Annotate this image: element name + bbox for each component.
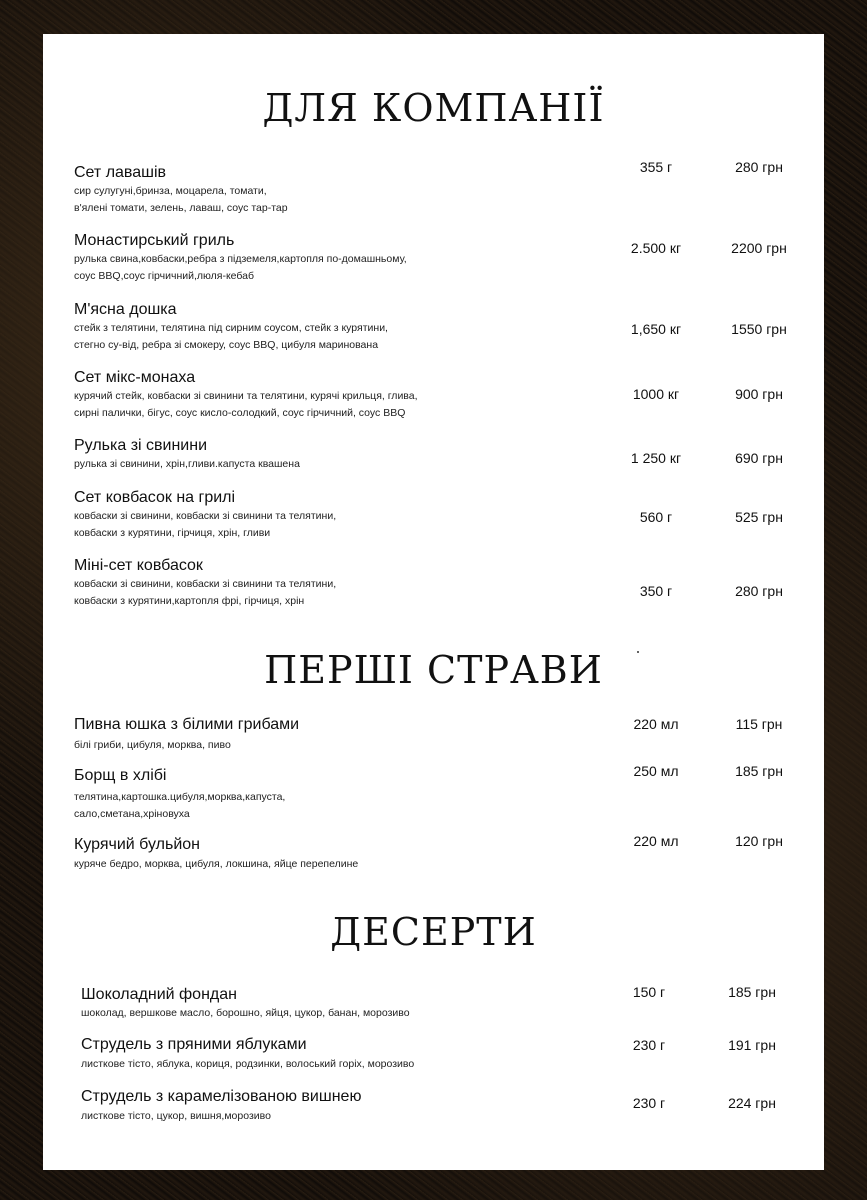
item-quantity: 220 мл [633,716,679,732]
item-quantity: 355 г [639,159,673,175]
item-name: Сет ковбасок на грилі [74,489,236,506]
item-price: 1550 грн [731,321,787,337]
item-description: шоколад, вершкове масло, борошно, яйця, цукор, банан, морозиво [81,1007,410,1019]
item-price: 115 грн [735,716,783,732]
item-quantity: 230 г [632,1037,666,1053]
item-name: Курячий бульйон [74,836,200,853]
item-name: М'ясна дошка [74,301,177,318]
item-quantity: 1,650 кг [630,321,682,337]
item-price: 525 грн [735,509,783,525]
menu-page [43,34,824,1170]
item-name: Міні-сет ковбасок [74,557,203,574]
item-price: 185 грн [735,763,783,779]
item-price: 185 грн [728,984,776,1000]
item-price: 2200 грн [731,240,787,256]
item-description: листкове тісто, яблука, кориця, родзинки, волоський горіх, морозиво [81,1058,415,1070]
item-name: Сет мікс-монаха [74,369,196,386]
item-description: курячий стейк, ковбаски зі свинини та телятини, курячі крильця, глива, сирні палички, бігус, соус кисло-солодкий, соус гірчичний, соус BBQ [74,390,418,419]
item-quantity: 250 мл [633,763,679,779]
section-title-first-courses: ПЕРШІ СТРАВИ [264,648,603,692]
item-name: Борщ в хлібі [74,767,167,784]
item-description: стейк з телятини, телятина під сирним соусом, стейк з курятини, стегно су-від, ребра зі смокеру, соус BBQ, цибуля маринована [74,322,388,351]
item-quantity: 150 г [632,984,666,1000]
item-description: сир сулугуні,бринза, моцарела, томати, в'ялені томати, зелень, лаваш, соус тар-тар [74,185,288,214]
item-price: 900 грн [735,386,783,402]
item-price: 224 грн [728,1095,776,1111]
item-description: ковбаски зі свинини, ковбаски зі свинини та телятини, ковбаски з курятини,картопля фрі, гірчиця, хрін [74,578,337,607]
item-name: Шоколадний фондан [81,986,237,1003]
item-name: Струдель з пряними яблуками [81,1036,307,1053]
item-price: 120 грн [735,833,783,849]
item-description: телятина,картошка.цибуля,морква,капуста, сало,сметана,хріновуха [74,791,286,820]
item-description: рулька свина,ковбаски,ребра з підземеля,картопля по-домашньому, соус BBQ,соус гірчичний,люля-кебаб [74,253,407,282]
item-name: Рулька зі свинини [74,437,208,454]
item-description: куряче бедро, морква, цибуля, локшина, яйце перепелине [74,858,359,870]
item-name: Монастирський гриль [74,232,235,249]
item-quantity: 2.500 кг [630,240,682,256]
item-quantity: 350 г [639,583,673,599]
item-quantity: 1 250 кг [630,450,682,466]
section-title-company: ДЛЯ КОМПАНІЇ [262,86,605,130]
item-description: білі гриби, цибуля, морква, пиво [74,739,231,751]
item-description: листкове тісто, цукор, вишня,морозиво [81,1110,271,1122]
item-quantity: 220 мл [633,833,679,849]
item-price: 280 грн [735,159,783,175]
item-name: Струдель з карамелізованою вишнею [81,1088,362,1105]
item-quantity: 1000 кг [632,386,680,402]
item-quantity: 560 г [639,509,673,525]
item-quantity: 230 г [632,1095,666,1111]
item-name: Пивна юшка з білими грибами [74,716,300,733]
item-price: 280 грн [735,583,783,599]
item-price: 690 грн [735,450,783,466]
item-name: Сет лавашів [74,164,167,181]
item-description: ковбаски зі свинини, ковбаски зі свинини та телятини, ковбаски з курятини, гірчиця, хрін, гливи [74,510,337,539]
section-title-desserts: ДЕСЕРТИ [330,910,537,954]
item-price: 191 грн [728,1037,776,1053]
item-description: рулька зі свинини, хрін,гливи.капуста квашена [74,458,300,470]
